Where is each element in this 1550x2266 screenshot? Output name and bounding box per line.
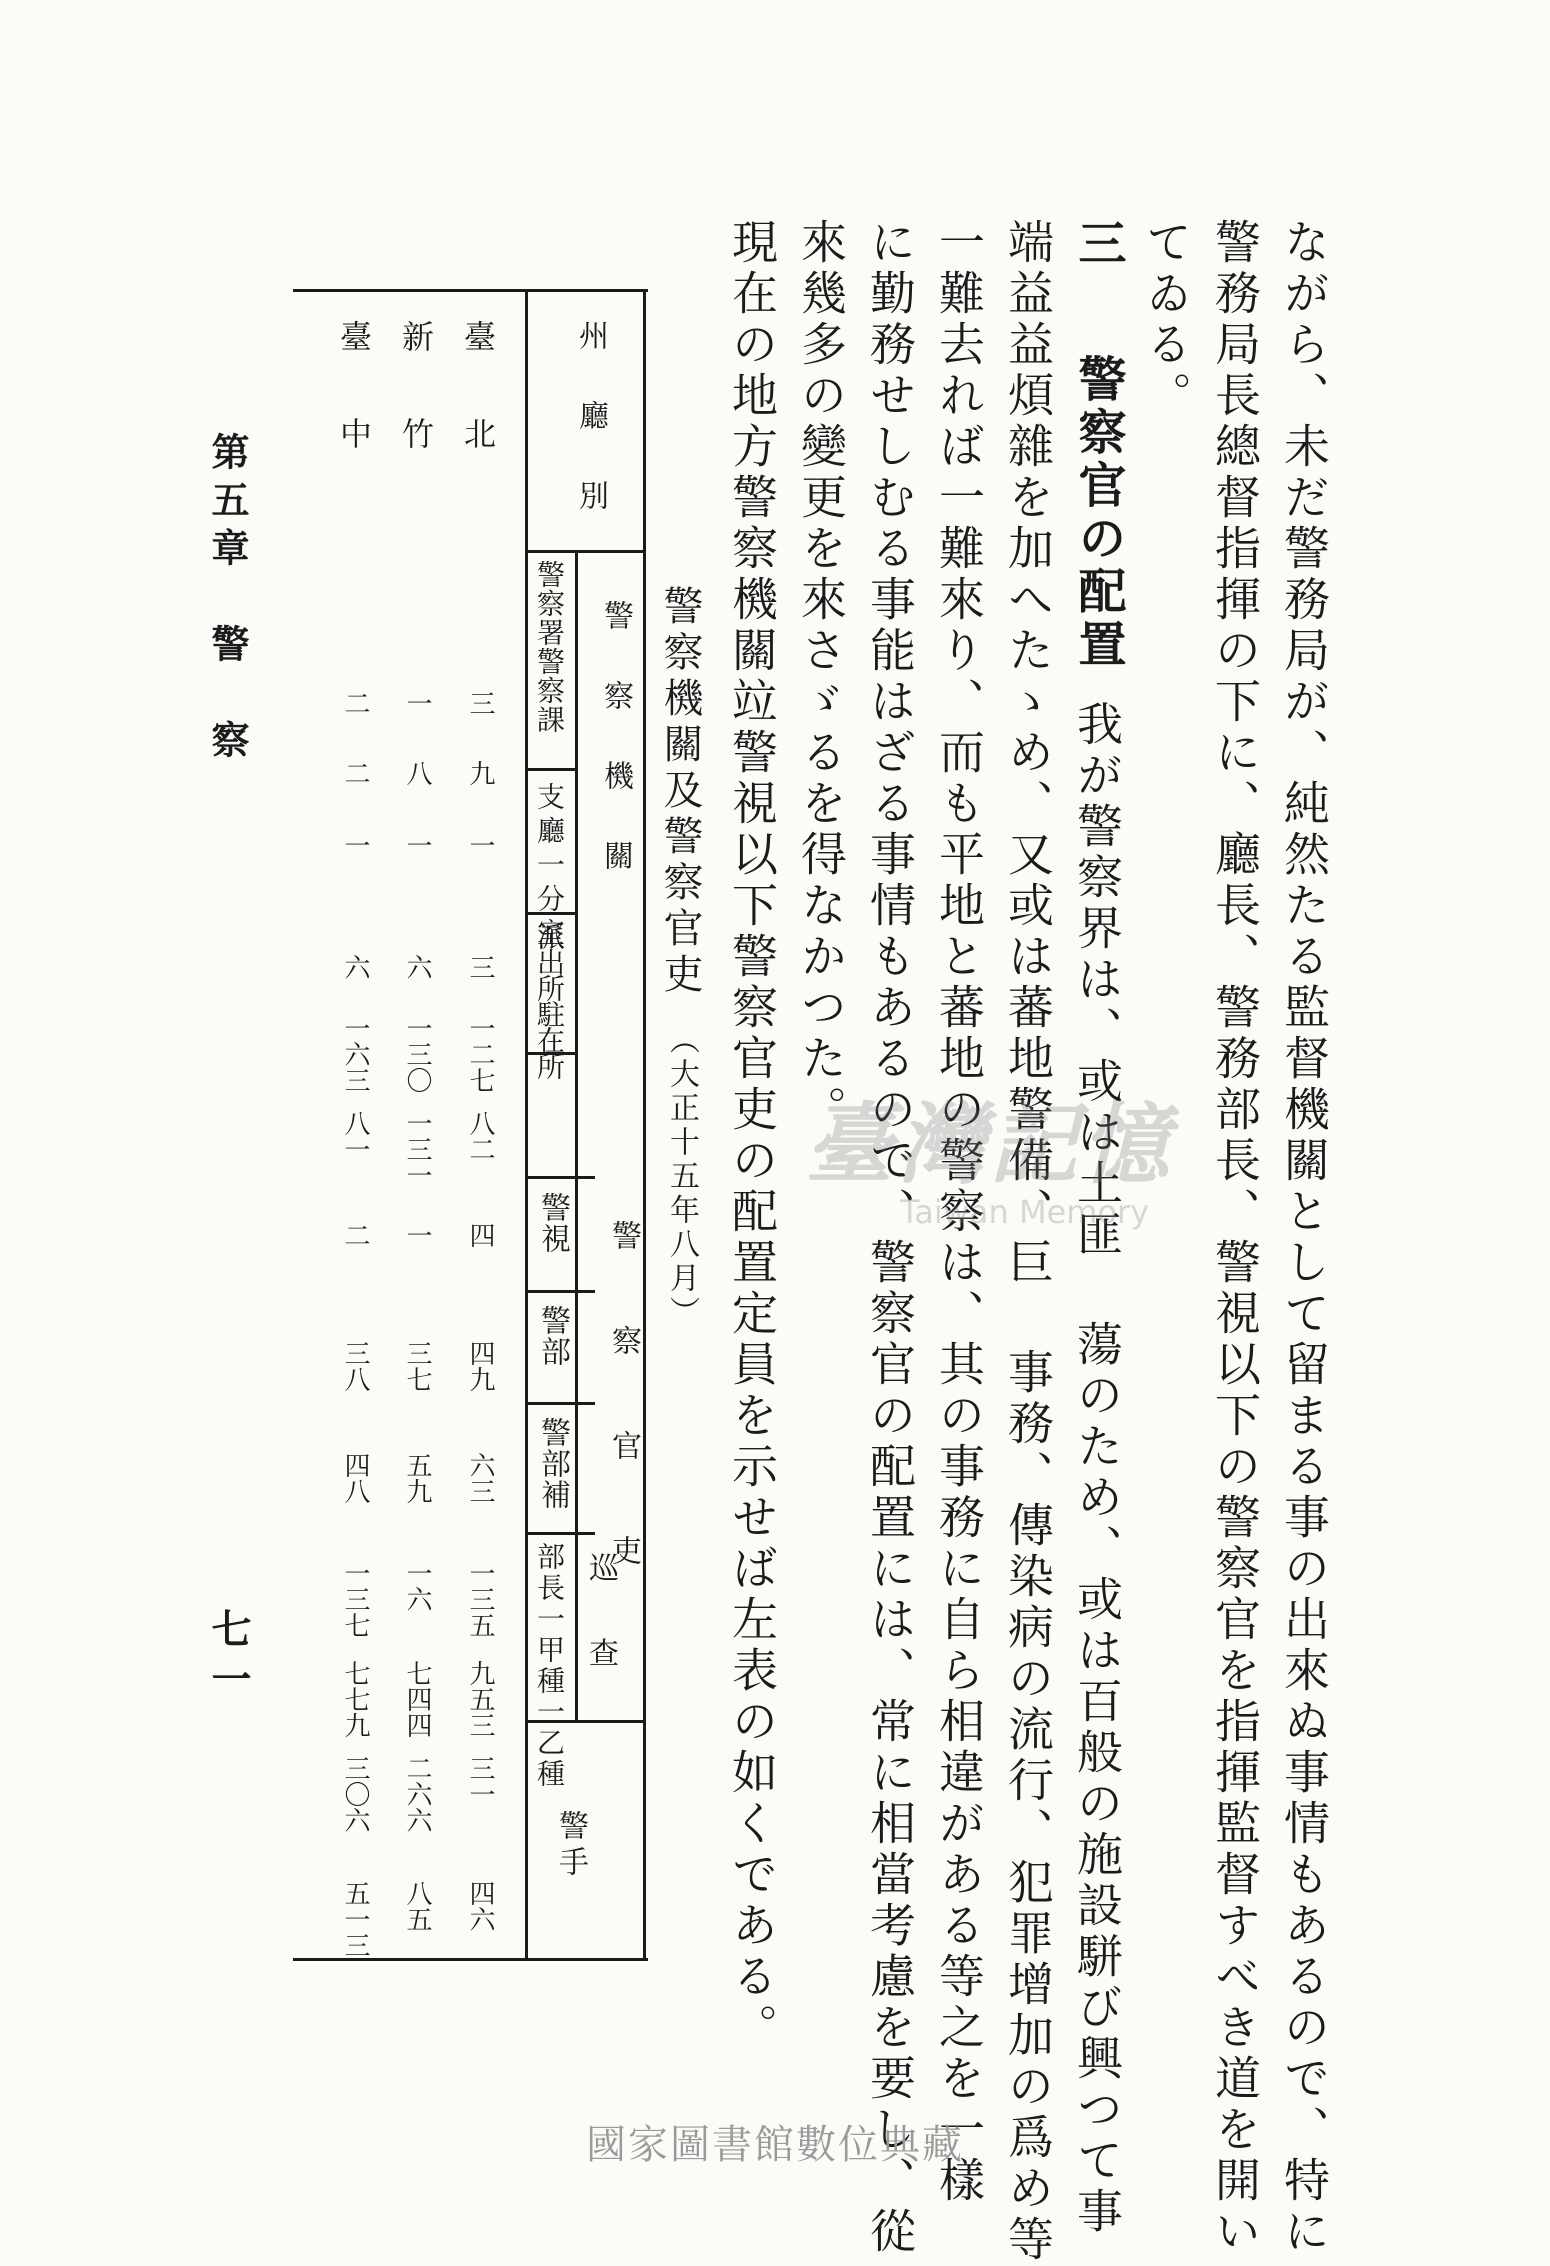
running-head: 第五章 警 察 (205, 432, 250, 768)
table-cell-first-class: 七四四 (402, 1660, 432, 1738)
table-cell-substation: 一二七 (465, 1015, 495, 1093)
table-cell-inspector: 四九 (465, 1340, 495, 1392)
table-rule-col-b (575, 550, 578, 1720)
section-text: 我が警察界は、或は土匪 蕩のため、或は百般の施設駢び興つて事 (1070, 700, 1124, 2238)
section-heading: 警察官の配置 (1070, 354, 1126, 672)
table-row-region: 新竹 (397, 320, 435, 514)
table-rule-h-agency-1 (525, 768, 575, 771)
table-cell-bunshitsu: 三 (465, 954, 495, 980)
table-cell-station: 二 (340, 690, 370, 716)
header-asst-inspector: 警部補 (535, 1417, 570, 1510)
header-group-officers: 警察官吏 (606, 1220, 641, 1640)
section-number: 三 (1070, 218, 1126, 271)
table-cell-bunshitsu: 六 (340, 954, 370, 980)
table-title: 警察機關及警察官吏 (657, 585, 703, 999)
header-region: 州廳別 (573, 320, 608, 560)
body-line-1: ながら、未だ警務局が、純然たる監督機關として留まる事の出來ぬ事情もあるので、特に (1277, 218, 1331, 2258)
body-line-7: 來幾多の變更を來さゞるを得なかつた。 (794, 218, 848, 1136)
table-cell-substation: 一三〇 (402, 1015, 432, 1093)
table-cell-branch: 一 (340, 832, 370, 858)
table-cell-inspector: 三七 (402, 1340, 432, 1392)
table-cell-asst-inspector: 六三 (465, 1452, 495, 1504)
table-cell-section: 八 (402, 760, 432, 786)
table-row-region: 臺北 (459, 320, 497, 514)
table-cell-second-class: 三〇六 (340, 1755, 370, 1833)
body-line-2: 警務局長總督指揮の下に、廳長、警務部長、警視以下の警察官を指揮監督すべき道を開い (1208, 218, 1262, 2258)
table-rule-col-c (525, 289, 528, 1961)
table-cell-branch: 一 (465, 832, 495, 858)
header-substation: 派出所駐在所 (533, 922, 566, 1078)
page-number: 七一 (205, 1608, 252, 1708)
body-line-4: 端益益煩雜を加へたゝめ、又或は蕃地警備、巨 事務、傳染病の流行、犯罪增加の爲め等 (1001, 218, 1055, 2266)
table-rule-h2 (525, 1176, 595, 1179)
table-cell-superintendent: 四 (465, 1222, 495, 1248)
table-cell-chuzaisho: 八二 (465, 1110, 495, 1162)
table-cell-chuzaisho: 八一 (340, 1110, 370, 1162)
table-rule-h5 (525, 1532, 595, 1535)
table-cell-inspector: 三八 (340, 1340, 370, 1392)
table-cell-asst-inspector: 四八 (340, 1452, 370, 1504)
table-cell-superintendent: 一 (402, 1222, 432, 1248)
table-cell-second-class: 三一 (465, 1755, 495, 1807)
watermark-text: 臺灣記憶 (805, 1092, 1174, 1196)
table-rule-col-a (643, 289, 646, 1961)
table-cell-branch: 一 (402, 832, 432, 858)
table-cell-station: 三 (465, 690, 495, 716)
body-line-5: 一難去れば一難來り、而も平地と蕃地の警察は、其の事務に自ら相違がある等之を一樣 (932, 218, 986, 2207)
table-cell-constable: 四六 (465, 1880, 495, 1932)
table-rule-bottom (293, 1958, 648, 1961)
table-cell-asst-inspector: 五九 (402, 1452, 432, 1504)
table-row-region: 臺中 (335, 320, 373, 514)
header-group-agencies: 警察機關 (598, 600, 633, 920)
header-patrol-sub: 部長一甲種一乙種 (533, 1542, 566, 1790)
header-superintendent: 警視 (535, 1192, 570, 1254)
table-cell-section: 九 (465, 760, 495, 786)
table-cell-first-class: 七七九 (340, 1660, 370, 1738)
table-cell-second-class: 二六六 (402, 1755, 432, 1833)
table-rule-h3 (525, 1290, 595, 1293)
table-cell-sergeant: 一三七 (340, 1560, 370, 1638)
table-rule-h4 (525, 1402, 595, 1405)
body-line-3: てゐる。 (1139, 218, 1193, 422)
body-line-6: に勤務せしむる事能はざる事情もあるので、警察官の配置には、常に相當考慮を要し、從 (863, 218, 917, 2258)
table-cell-constable: 五一三 (340, 1880, 370, 1958)
table-cell-constable: 八五 (402, 1880, 432, 1932)
table-cell-chuzaisho: 一三一 (402, 1110, 432, 1188)
table-cell-sergeant: 一六 (402, 1560, 432, 1612)
table-cell-section: 二 (340, 760, 370, 786)
table-cell-superintendent: 二 (340, 1222, 370, 1248)
watermark-latin: Taiwan Memory (900, 1193, 1150, 1231)
table-date: （大正十五年八月） (664, 1024, 699, 1330)
header-police-station-section: 警察署警察課 (533, 560, 566, 734)
table-cell-sergeant: 一三五 (465, 1560, 495, 1638)
header-constable-assistant: 警手 (553, 1810, 588, 1882)
body-line-8: 現在の地方警察機關竝警視以下警察官吏の配置定員を示せば左表の如くである。 (725, 218, 779, 2054)
header-patrol-group: 巡查 (583, 1552, 618, 1722)
header-branch-office: 支廳一分室 (533, 782, 566, 952)
table-cell-substation: 一六三 (340, 1015, 370, 1093)
header-inspector: 警部 (535, 1305, 570, 1367)
table-cell-station: 一 (402, 690, 432, 716)
table-rule-top (293, 289, 648, 292)
table-cell-bunshitsu: 六 (402, 954, 432, 980)
table-cell-first-class: 九五三 (465, 1660, 495, 1738)
footer-archive-label: 國家圖書館數位典藏 (586, 2122, 964, 2168)
